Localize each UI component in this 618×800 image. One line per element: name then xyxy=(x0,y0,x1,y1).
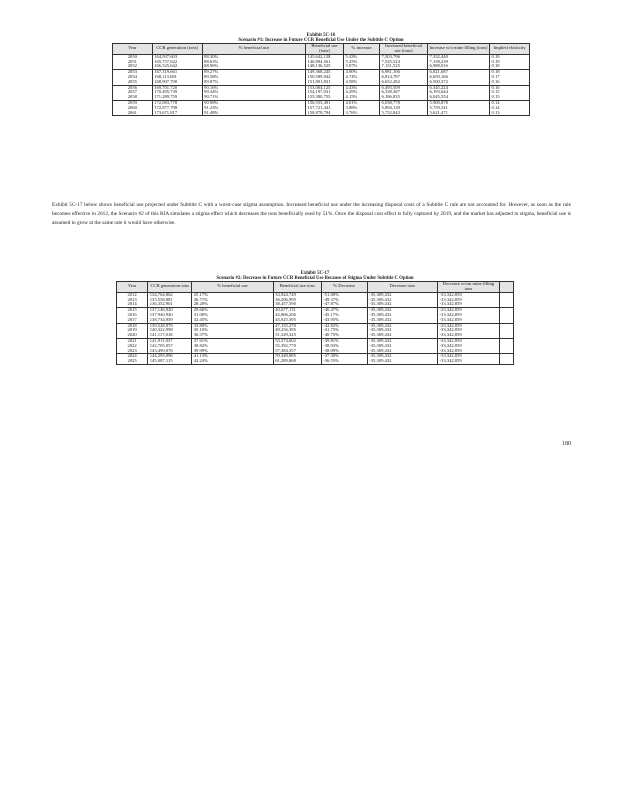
table-cell: -41.75% xyxy=(321,328,367,333)
table-cell: 36.37% xyxy=(192,333,273,338)
table-cell: 59,349,885 xyxy=(273,354,321,359)
table-cell: -39.81% xyxy=(321,339,367,344)
table-cell: 53,374,602 xyxy=(273,339,321,344)
table-cell: 5.07% xyxy=(344,64,380,69)
table2-title: Scenario #2: Decrease in Future CCR Beneficial Use Because of Stigma Under Subtitle C Option xyxy=(216,276,414,282)
table-cell: -33,342,859 xyxy=(438,318,500,323)
table-cell: 7,525,524 xyxy=(380,60,428,65)
year-cell: 2017 xyxy=(117,318,148,323)
table2-header: Year xyxy=(117,282,148,293)
table-cell: 6,493,509 xyxy=(380,85,428,90)
table-cell: 6,038,778 xyxy=(380,101,428,106)
year-cell: 2022 xyxy=(117,344,148,349)
table-cell: 6,345,224 xyxy=(428,85,490,90)
table-cell: 151,801,831 xyxy=(306,80,344,85)
table-cell: 141,911,037 xyxy=(148,339,192,344)
table-cell: 171,289,759 xyxy=(152,95,202,100)
table-cell: 143,499,076 xyxy=(148,349,192,354)
table-cell: 168,113,681 xyxy=(152,75,202,80)
table-cell: 6,045,554 xyxy=(428,95,490,100)
table1-header: CCR generation (tons) xyxy=(152,44,202,55)
year-cell: 2051 xyxy=(113,60,153,65)
table-cell: 0.14 xyxy=(490,106,530,111)
table-cell: 49,256,395 xyxy=(273,328,321,333)
year-cell: 2012 xyxy=(117,292,148,297)
table-cell: -47.87% xyxy=(321,302,367,307)
table-cell: -40.75% xyxy=(321,333,367,338)
exhibit-5c-17-table xyxy=(116,271,514,365)
table-cell: 149,368,245 xyxy=(306,70,344,75)
table-cell: 150,589,942 xyxy=(306,75,344,80)
table1-header: Increase w/o mine filling (tons) xyxy=(428,44,490,55)
table-cell: 0.16 xyxy=(490,80,530,85)
year-cell: 2054 xyxy=(113,75,153,80)
table-cell: 136,352,901 xyxy=(148,302,192,307)
table-cell: 3.88% xyxy=(344,106,380,111)
table1-title: Scenario #1: Increase in Future CCR Beneficial Use Under the Subtitle C Option xyxy=(238,38,404,44)
table-cell: 7,158,239 xyxy=(428,60,490,65)
table-cell: -35,309,432 xyxy=(367,349,437,354)
table-row xyxy=(113,111,530,116)
table-cell: 170,495,739 xyxy=(152,90,202,95)
table2-header: CCR generation tons xyxy=(148,282,192,293)
table-cell: 40,677,131 xyxy=(273,308,321,313)
table-cell: 37.61% xyxy=(192,339,273,344)
year-cell: 2024 xyxy=(117,354,148,359)
table-cell: -35,309,432 xyxy=(367,339,437,344)
table-cell: 26.71% xyxy=(192,298,273,303)
table-cell: 42.24% xyxy=(192,359,273,364)
table-cell: 154,197,031 xyxy=(306,90,344,95)
table-cell: -35,309,432 xyxy=(367,292,437,297)
table-cell: -33,342,859 xyxy=(438,313,500,318)
table-cell: 45,025,395 xyxy=(273,318,321,323)
table-cell: 157,721,441 xyxy=(306,106,344,111)
table2-header: Decrease tons xyxy=(367,282,437,293)
year-cell: 2061 xyxy=(113,111,153,116)
table-cell: 5,900,878 xyxy=(428,101,490,106)
table-cell: 61,289,868 xyxy=(273,359,321,364)
table-cell: 0.16 xyxy=(490,85,530,90)
year-cell: 2050 xyxy=(113,54,153,59)
year-cell: 2056 xyxy=(113,85,153,90)
table-cell: 141,117,018 xyxy=(148,333,192,338)
year-cell: 2060 xyxy=(113,106,153,111)
table1-header: % increase xyxy=(344,44,380,55)
table-cell xyxy=(500,359,514,364)
table-cell: -33,342,859 xyxy=(438,339,500,344)
table-cell: -35,309,432 xyxy=(367,298,437,303)
table-cell: 5,894,139 xyxy=(380,106,428,111)
table-cell: 91.23% xyxy=(202,106,305,111)
table-cell: -33,342,859 xyxy=(438,333,500,338)
table1-header-row xyxy=(113,44,530,55)
table-cell: 88.96% xyxy=(202,64,305,69)
table-cell: -35,309,432 xyxy=(367,323,437,328)
table-cell: 6,821,687 xyxy=(428,70,490,75)
table-cell: -45.17% xyxy=(321,313,367,318)
table-cell: -33,342,859 xyxy=(438,298,500,303)
table-cell: -38.09% xyxy=(321,349,367,354)
table-cell: -35,309,432 xyxy=(367,333,437,338)
year-cell: 2020 xyxy=(117,333,148,338)
table2-header: % Decrease xyxy=(321,282,367,293)
table-cell: 139,528,979 xyxy=(148,323,192,328)
table1-header: Beneficial use (tons) xyxy=(306,44,344,55)
table-cell: 3.76% xyxy=(344,111,380,116)
table-cell: 146,894,561 xyxy=(306,60,344,65)
table-cell: 134,764,862 xyxy=(148,292,192,297)
table-cell: 138,734,959 xyxy=(148,318,192,323)
year-cell: 2023 xyxy=(117,349,148,354)
table-cell: 55,392,770 xyxy=(273,344,321,349)
year-cell: 2059 xyxy=(113,101,153,106)
table-cell: 0.15 xyxy=(490,95,530,100)
table-cell: -35,309,432 xyxy=(367,313,437,318)
table-cell: 38,457,590 xyxy=(273,302,321,307)
table2-header: % beneficial use xyxy=(192,282,273,293)
table-cell: 169,701,720 xyxy=(152,85,202,90)
table-cell: -33,342,859 xyxy=(438,328,500,333)
table-cell: 167,319,661 xyxy=(152,70,202,75)
table-cell: 4.43% xyxy=(344,85,380,90)
table-cell: 153,004,125 xyxy=(306,85,344,90)
table-cell: 41.13% xyxy=(192,354,273,359)
year-cell: 2057 xyxy=(113,90,153,95)
table-cell: -35,309,432 xyxy=(367,344,437,349)
table2-header-row xyxy=(117,282,514,293)
table1-header: Year xyxy=(113,44,153,55)
table-cell: -35,309,432 xyxy=(367,308,437,313)
table-cell: 5.43% xyxy=(344,54,380,59)
table-cell: 0.19 xyxy=(490,54,530,59)
table-cell: -49.37% xyxy=(321,298,367,303)
page-number: 180 xyxy=(562,441,571,447)
table-cell: 90.16% xyxy=(202,85,305,90)
year-cell: 2052 xyxy=(113,64,153,69)
table-cell: 7,503,796 xyxy=(380,54,428,59)
year-cell: 2021 xyxy=(117,339,148,344)
body-paragraph: Exhibit 5C-17 below shows beneficial use projected under Subtitle C with a worst-case stigma assumption. Increased beneficial use under the increasing disposal costs of a Subtitle C rule are not accounted for. However, as soon as the rule becomes effective in 2012, the Scenario #2 of this RIA simulates a stigma effect which decreases the tons beneficially used by 51%. Once the disposal cost effect is fully captured by 2019, and the market has adjusted to stigma, beneficial use is assumed to grow at the same rate it would have otherwise. xyxy=(52,202,571,227)
table-cell: 0.18 xyxy=(490,70,530,75)
table-cell: -33,342,859 xyxy=(438,302,500,307)
table1-header: Implied elasticity xyxy=(490,44,530,55)
year-cell: 2055 xyxy=(113,80,153,85)
table-cell: 144,293,096 xyxy=(148,354,192,359)
table-cell: 35.10% xyxy=(192,328,273,333)
table-cell: -35,309,432 xyxy=(367,318,437,323)
table-cell: 39.99% xyxy=(192,349,273,354)
year-cell: 2058 xyxy=(113,95,153,100)
table-cell: -33,342,859 xyxy=(438,292,500,297)
table-cell: 33.80% xyxy=(192,323,273,328)
table-cell: 5,759,541 xyxy=(428,106,490,111)
year-cell: 2015 xyxy=(117,308,148,313)
table-cell: 4.29% xyxy=(344,90,380,95)
year-cell: 2053 xyxy=(113,70,153,75)
table-cell: -33,342,859 xyxy=(438,308,500,313)
table-cell: 51,329,325 xyxy=(273,333,321,338)
table-cell: -35,309,432 xyxy=(367,354,437,359)
table-cell: 5.25% xyxy=(344,60,380,65)
table-cell: 166,525,642 xyxy=(152,64,202,69)
table-cell: -43.95% xyxy=(321,318,367,323)
table-cell: 0.17 xyxy=(490,75,530,80)
table-cell: 6,659,166 xyxy=(428,75,490,80)
table-cell: -46.47% xyxy=(321,308,367,313)
table2-caption: Exhibit 5C-17 xyxy=(300,271,330,276)
table-cell: 140,322,998 xyxy=(148,328,192,333)
table-cell: 158,878,794 xyxy=(306,111,344,116)
table-cell: 6,186,835 xyxy=(380,95,428,100)
table-cell: -51.00% xyxy=(321,292,367,297)
table1-caption: Exhibit 5C-16 xyxy=(306,33,336,38)
table2-header: Decrease w/out mine filling tons xyxy=(438,282,500,293)
table-cell: 172,083,778 xyxy=(152,101,202,106)
table-cell: 145,087,115 xyxy=(148,359,192,364)
table-cell: 57,384,357 xyxy=(273,349,321,354)
table-cell: 145,642,128 xyxy=(306,54,344,59)
table-cell: -33,342,859 xyxy=(438,359,500,364)
year-cell: 2018 xyxy=(117,323,148,328)
table-cell: 88.30% xyxy=(202,54,305,59)
year-cell: 2014 xyxy=(117,302,148,307)
table2-header xyxy=(500,282,514,293)
table-cell: 38.82% xyxy=(192,344,273,349)
table-cell: 32.45% xyxy=(192,318,273,323)
table-cell: -35,309,432 xyxy=(367,359,437,364)
table-cell: -35,309,432 xyxy=(367,302,437,307)
table-cell: 4.01% xyxy=(344,101,380,106)
table-cell: 0.13 xyxy=(490,111,530,116)
year-cell: 2016 xyxy=(117,313,148,318)
year-cell: 2013 xyxy=(117,298,148,303)
table-cell: 88.63% xyxy=(202,60,305,65)
table-cell: 42,866,206 xyxy=(273,313,321,318)
table-cell: 156,555,491 xyxy=(306,101,344,106)
table-cell: 7,332,440 xyxy=(428,54,490,59)
table-cell: 89.58% xyxy=(202,75,305,80)
table-cell: -33,342,859 xyxy=(438,344,500,349)
table-cell: 172,877,798 xyxy=(152,106,202,111)
table-cell: 6,652,282 xyxy=(380,80,428,85)
table-cell: 0.19 xyxy=(490,60,530,65)
table-cell: 47,155,270 xyxy=(273,323,321,328)
table1-header: Increased beneficial use (tons) xyxy=(380,44,428,55)
table-cell: 137,146,920 xyxy=(148,308,192,313)
table-cell: -42.82% xyxy=(321,323,367,328)
table-cell: 28.20% xyxy=(192,302,273,307)
table-row xyxy=(117,359,514,364)
year-cell: 2019 xyxy=(117,328,148,333)
table-cell: 168,907,700 xyxy=(152,80,202,85)
table-cell: 5,752,842 xyxy=(380,111,428,116)
table-cell: 6,338,387 xyxy=(380,90,428,95)
table-cell: 155,380,755 xyxy=(306,95,344,100)
table-cell: 148,136,525 xyxy=(306,64,344,69)
table-cell: 36,206,995 xyxy=(273,298,321,303)
table-cell: 6,193,644 xyxy=(428,90,490,95)
table1-header: % beneficial use xyxy=(202,44,305,55)
table-cell: 91.48% xyxy=(202,111,305,116)
table-cell: 173,671,817 xyxy=(152,111,202,116)
table-cell: -38.93% xyxy=(321,344,367,349)
table-cell: 4.58% xyxy=(344,80,380,85)
year-cell: 2025 xyxy=(117,359,148,364)
table-cell: -33,342,859 xyxy=(438,349,500,354)
table-cell: 5,621,471 xyxy=(428,111,490,116)
table-cell: 6,500,372 xyxy=(428,80,490,85)
table-cell: 31.08% xyxy=(192,313,273,318)
table-cell: -36.55% xyxy=(321,359,367,364)
table-cell: 0.18 xyxy=(490,64,530,69)
table-cell: 0.15 xyxy=(490,90,530,95)
table-cell: 164,937,603 xyxy=(152,54,202,59)
table-cell: 137,940,940 xyxy=(148,313,192,318)
table-cell: 4.74% xyxy=(344,75,380,80)
table-cell: 89.27% xyxy=(202,70,305,75)
table-cell: 4.90% xyxy=(344,70,380,75)
table-cell: 29.66% xyxy=(192,308,273,313)
table-cell: -37.30% xyxy=(321,354,367,359)
table-cell: -33,342,859 xyxy=(438,323,500,328)
table-cell: 33,924,749 xyxy=(273,292,321,297)
table-cell: 89.87% xyxy=(202,80,305,85)
table-cell: 90.98% xyxy=(202,101,305,106)
table2-header: Beneficial use tons xyxy=(273,282,321,293)
table-cell: 4.15% xyxy=(344,95,380,100)
table-cell: 6,981,106 xyxy=(380,70,428,75)
table-cell: 25.17% xyxy=(192,292,273,297)
table-cell: 135,558,881 xyxy=(148,298,192,303)
table-cell: -35,309,432 xyxy=(367,328,437,333)
table-cell: 90.71% xyxy=(202,95,305,100)
exhibit-5c-16-table xyxy=(112,33,530,116)
table-cell: 6,988,016 xyxy=(428,64,490,69)
table-cell: 0.14 xyxy=(490,101,530,106)
table-cell: 165,757,622 xyxy=(152,60,202,65)
table-cell: 142,705,057 xyxy=(148,344,192,349)
table-cell: 90.44% xyxy=(202,90,305,95)
table-cell: 7,151,525 xyxy=(380,64,428,69)
table-cell: -33,342,859 xyxy=(438,354,500,359)
table-cell: 6,814,787 xyxy=(380,75,428,80)
